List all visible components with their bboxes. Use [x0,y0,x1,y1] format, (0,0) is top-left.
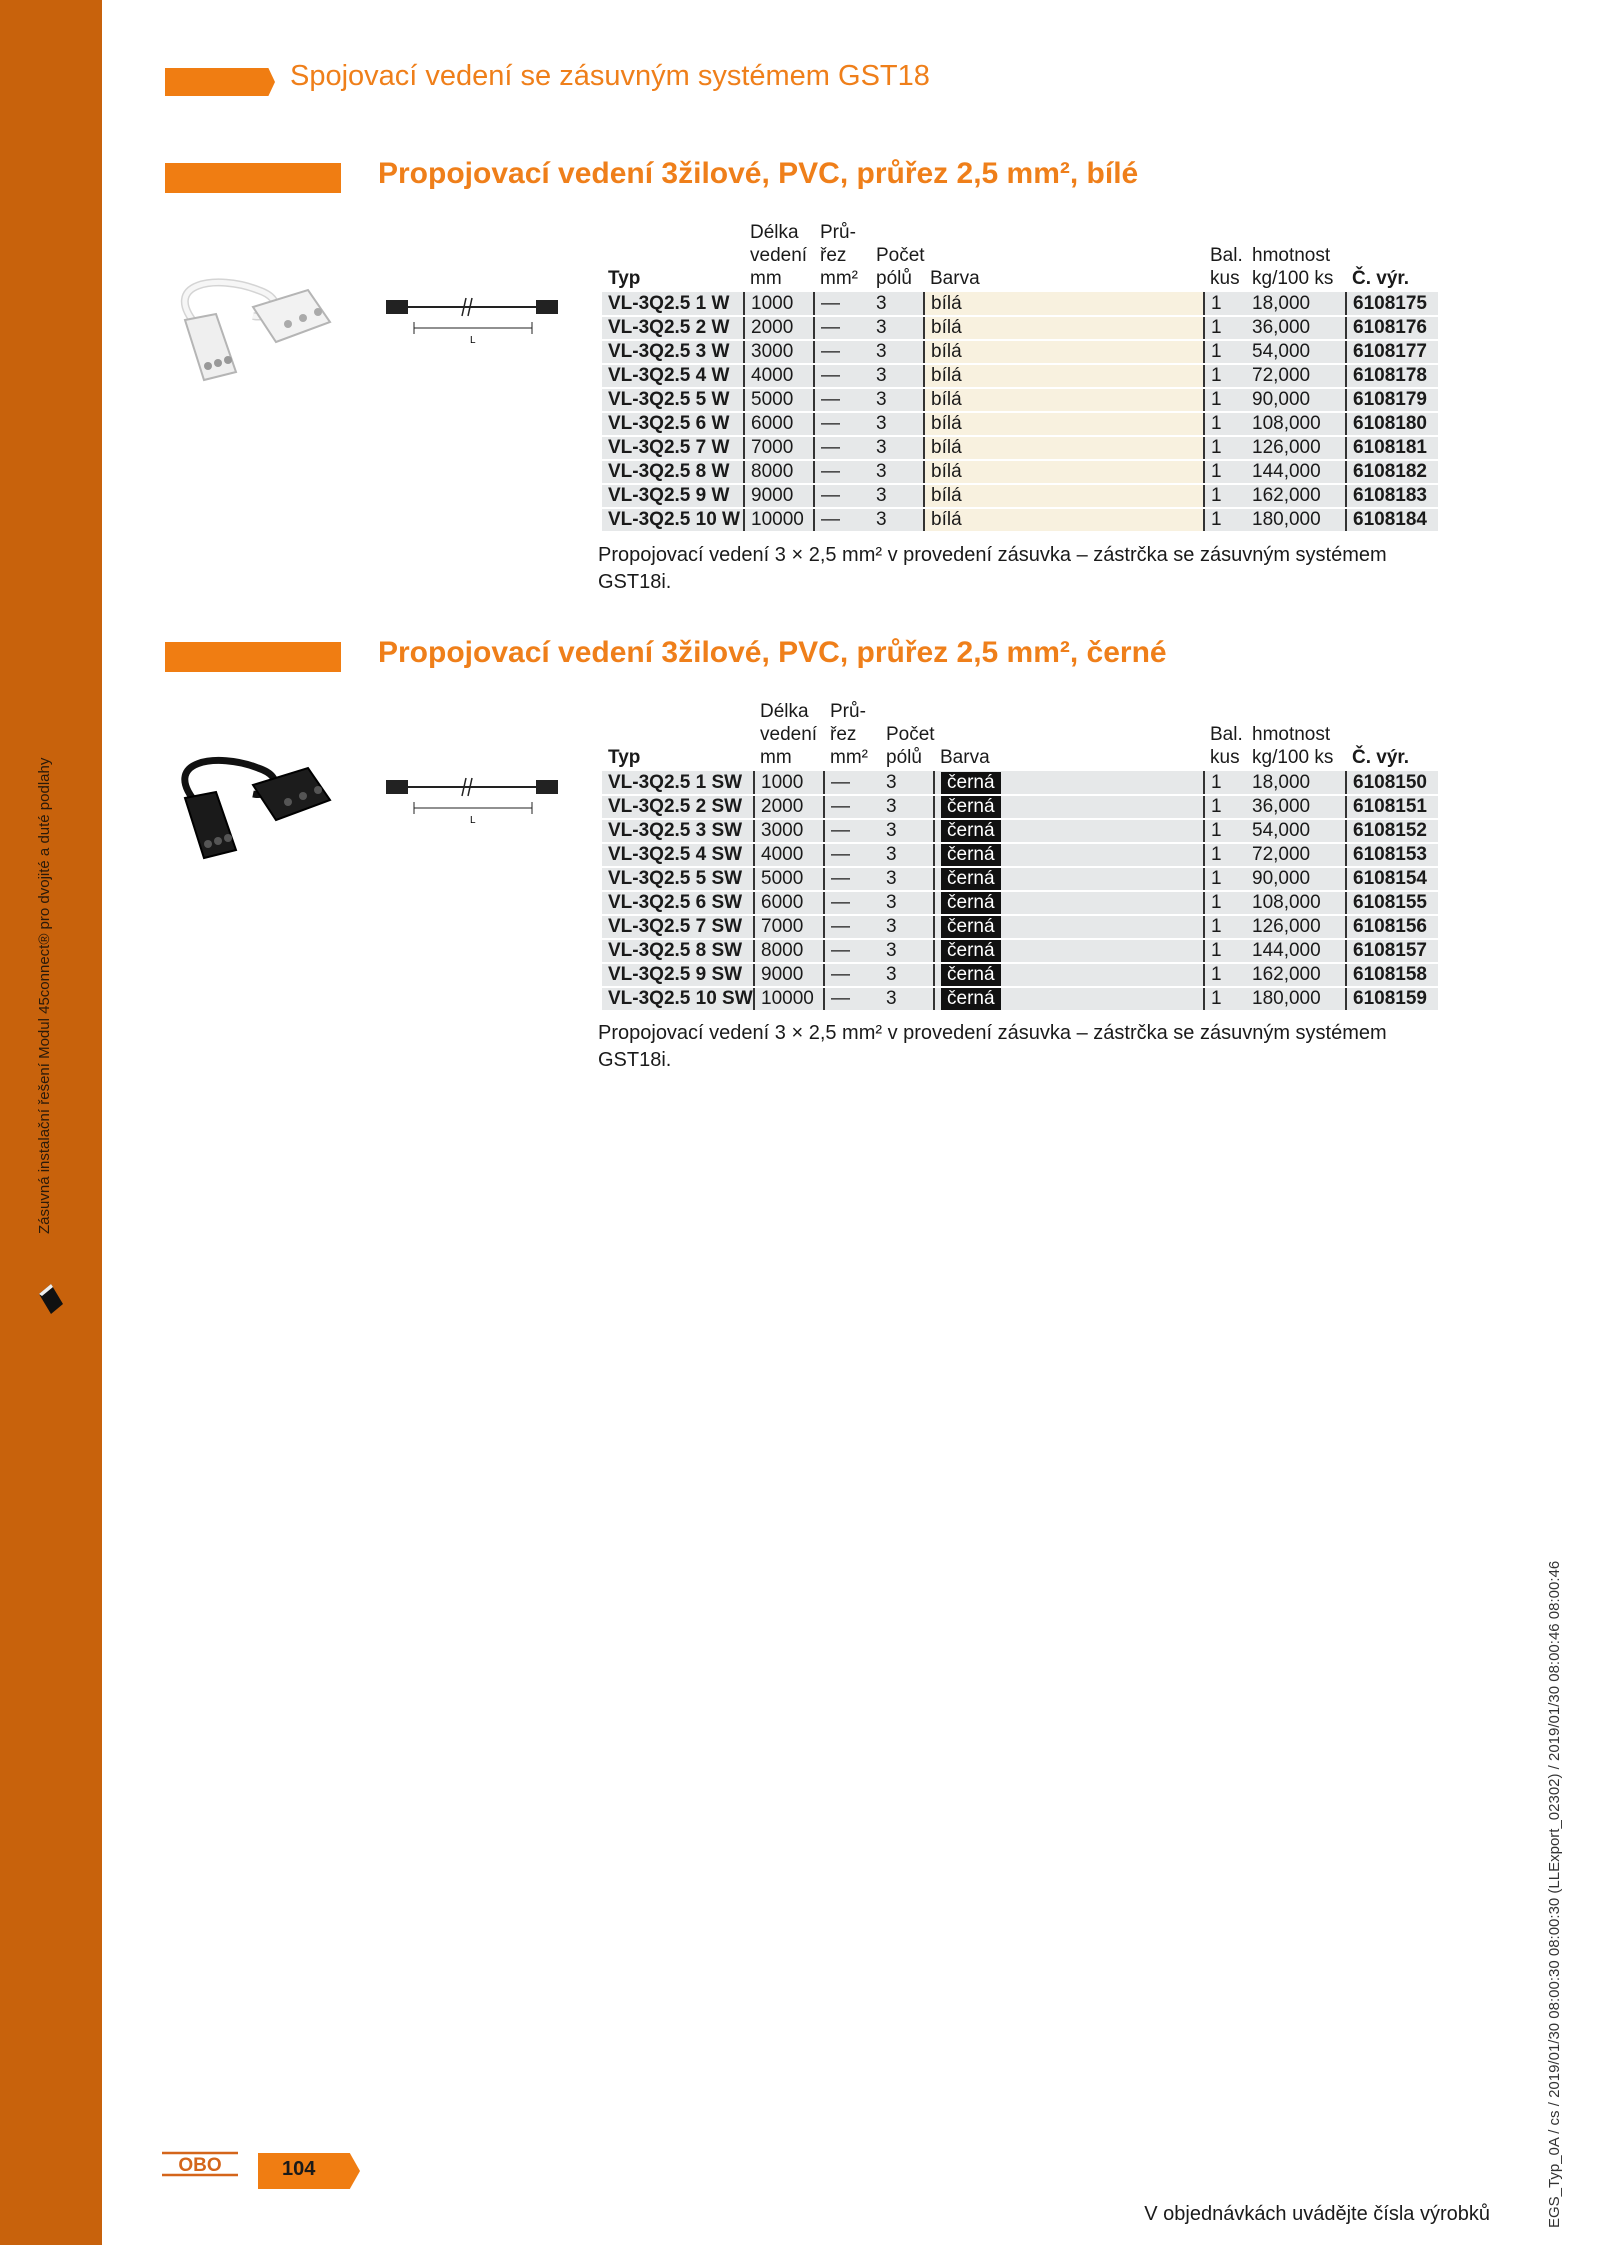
cell-prurez: — [814,508,870,532]
cell-hmotnost: 18,000 [1246,292,1346,316]
cell-bal: 1 [1204,891,1246,915]
page-number: 104 [282,2158,316,2180]
cell-prurez: — [824,843,880,867]
cell-cvyr: 6108179 [1346,388,1438,412]
cell-delka: 4000 [744,364,814,388]
cell-bal: 1 [1204,819,1246,843]
col-barva: Barva [930,268,980,289]
sidebar-vertical-caption: Zásuvná instalační řešení Modul 45connect® pro dvojité a duté podlahy [36,757,53,1234]
cell-prurez: — [824,939,880,963]
cell-prurez: — [824,819,880,843]
cell-cvyr: 6108175 [1346,292,1438,316]
table-row [602,771,1438,795]
cell-pocet: 3 [880,843,934,867]
cell-delka: 9000 [744,484,814,508]
cell-cvyr: 6108155 [1346,891,1438,915]
cell-barva [934,915,1204,939]
color-swatch-label: černá [941,940,1001,962]
table-header-row [602,700,1438,771]
table-row [602,484,1438,508]
cell-cvyr: 6108183 [1346,484,1438,508]
header-accent-bar [165,68,275,96]
color-swatch-label: černá [941,844,1001,866]
cell-delka: 3000 [754,819,824,843]
section-title-black: Propojovací vedení 3žilové, PVC, průřez 2,5 mm², černé [378,636,1167,669]
export-meta-text: EGS_Typ_0A / cs / 2019/01/30 08:00:30 08:00:30 (LLExport_02302) / 2019/01/30 08:00:46 08:00:46 [1546,1560,1563,2228]
cell-bal: 1 [1204,364,1246,388]
col-pocet: Počet pólů [876,245,925,289]
col-prurez: Prů- řez mm² [820,222,858,289]
cell-pocet: 3 [870,460,924,484]
cell-hmotnost: 36,000 [1246,795,1346,819]
table-row [602,340,1438,364]
col-cvyr: Č. výr. [1352,268,1410,289]
table-row [602,867,1438,891]
cell-delka: 2000 [744,316,814,340]
cell-hmotnost: 90,000 [1246,867,1346,891]
white-cable-photo [158,262,348,412]
cell-barva [934,963,1204,987]
color-swatch-label: černá [941,988,1001,1010]
cell-prurez: — [814,412,870,436]
table-row [602,364,1438,388]
color-swatch-label: černá [941,964,1001,986]
col-delka: Délka vedení mm [750,222,808,289]
cell-typ: VL-3Q2.5 3 SW [602,819,754,843]
table-header-row [602,221,1438,292]
cell-pocet: 3 [880,915,934,939]
table-row [602,436,1438,460]
cell-prurez: — [814,292,870,316]
cell-barva: bílá [924,460,1204,484]
svg-text:OBO: OBO [178,2155,222,2176]
cell-typ: VL-3Q2.5 5 SW [602,867,754,891]
table-row [602,843,1438,867]
col-typ: Typ [608,268,641,289]
cell-delka: 7000 [744,436,814,460]
cell-pocet: 3 [870,388,924,412]
cell-prurez: — [814,460,870,484]
cell-typ: VL-3Q2.5 10 W [602,508,744,532]
color-swatch-label: černá [941,916,1001,938]
cell-typ: VL-3Q2.5 4 SW [602,843,754,867]
cell-pocet: 3 [870,484,924,508]
cell-delka: 10000 [744,508,814,532]
cell-bal: 1 [1204,484,1246,508]
cell-bal: 1 [1204,412,1246,436]
cell-cvyr: 6108181 [1346,436,1438,460]
cell-hmotnost: 108,000 [1246,412,1346,436]
cell-cvyr: 6108154 [1346,867,1438,891]
cell-barva: bílá [924,316,1204,340]
cell-hmotnost: 126,000 [1246,436,1346,460]
cell-pocet: 3 [870,292,924,316]
cell-pocet: 3 [870,364,924,388]
cell-hmotnost: 180,000 [1246,508,1346,532]
cell-cvyr: 6108177 [1346,340,1438,364]
cable-dimension-drawing [382,288,562,348]
cell-hmotnost: 90,000 [1246,388,1346,412]
cell-typ: VL-3Q2.5 6 SW [602,891,754,915]
table-row [602,508,1438,532]
table-row [602,292,1438,316]
cell-bal: 1 [1204,843,1246,867]
cell-pocet: 3 [870,316,924,340]
cell-typ: VL-3Q2.5 1 W [602,292,744,316]
cell-bal: 1 [1204,795,1246,819]
cell-bal: 1 [1204,915,1246,939]
cell-prurez: — [814,364,870,388]
cell-barva: bílá [924,364,1204,388]
cell-typ: VL-3Q2.5 4 W [602,364,744,388]
cell-typ: VL-3Q2.5 8 W [602,460,744,484]
cell-barva: bílá [924,436,1204,460]
cell-cvyr: 6108152 [1346,819,1438,843]
cell-hmotnost: 72,000 [1246,364,1346,388]
section-title-white: Propojovací vedení 3žilové, PVC, průřez 2,5 mm², bílé [378,157,1139,190]
cell-delka: 1000 [754,771,824,795]
cell-cvyr: 6108176 [1346,316,1438,340]
cell-cvyr: 6108157 [1346,939,1438,963]
cell-pocet: 3 [880,963,934,987]
cell-bal: 1 [1204,867,1246,891]
section-description: Propojovací vedení 3 × 2,5 mm² v provedení zásuvka – zástrčka se zásuvným systémem GST18i. [598,1022,1387,1071]
cell-barva: bílá [924,388,1204,412]
col-bal: Bal. kus [1210,724,1243,768]
col-hmotnost: hmotnost kg/100 ks [1252,724,1334,768]
cell-bal: 1 [1204,771,1246,795]
page-title: Spojovací vedení se zásuvným systémem GST18 [290,60,930,92]
cell-cvyr: 6108151 [1346,795,1438,819]
black-cable-photo [158,740,348,890]
color-swatch-label: černá [941,772,1001,794]
cell-prurez: — [814,316,870,340]
floor-box-icon [36,1278,66,1320]
cell-barva [934,795,1204,819]
cell-hmotnost: 18,000 [1246,771,1346,795]
cell-typ: VL-3Q2.5 3 W [602,340,744,364]
cell-delka: 4000 [754,843,824,867]
cell-pocet: 3 [870,508,924,532]
cell-delka: 8000 [754,939,824,963]
cell-typ: VL-3Q2.5 8 SW [602,939,754,963]
cell-prurez: — [824,795,880,819]
cell-pocet: 3 [880,819,934,843]
cell-bal: 1 [1204,939,1246,963]
cell-bal: 1 [1204,316,1246,340]
cell-hmotnost: 108,000 [1246,891,1346,915]
dimension-label: L [470,815,476,826]
cell-typ: VL-3Q2.5 5 W [602,388,744,412]
cell-bal: 1 [1204,436,1246,460]
cell-barva [934,819,1204,843]
spec-table-white [602,221,1438,533]
section-accent-bar [165,163,341,193]
cell-pocet: 3 [870,412,924,436]
table-row [602,891,1438,915]
color-swatch-label: černá [941,892,1001,914]
cell-hmotnost: 144,000 [1246,460,1346,484]
cell-delka: 3000 [744,340,814,364]
table-row [602,819,1438,843]
cell-cvyr: 6108184 [1346,508,1438,532]
cell-typ: VL-3Q2.5 9 W [602,484,744,508]
col-prurez: Prů- řez mm² [830,701,868,768]
cell-prurez: — [824,963,880,987]
cell-pocet: 3 [880,771,934,795]
cell-bal: 1 [1204,963,1246,987]
col-bal: Bal. kus [1210,245,1243,289]
section-accent-bar [165,642,341,672]
cell-barva [934,843,1204,867]
cell-typ: VL-3Q2.5 6 W [602,412,744,436]
cell-prurez: — [814,436,870,460]
cell-barva [934,771,1204,795]
cell-pocet: 3 [880,939,934,963]
col-pocet: Počet pólů [886,724,935,768]
cell-pocet: 3 [870,340,924,364]
color-swatch-label: černá [941,868,1001,890]
cell-prurez: — [814,340,870,364]
cell-bal: 1 [1204,987,1246,1011]
cell-bal: 1 [1204,340,1246,364]
table-row [602,795,1438,819]
cell-barva: bílá [924,412,1204,436]
table-row [602,915,1438,939]
cell-prurez: — [824,915,880,939]
cell-barva [934,939,1204,963]
cell-bal: 1 [1204,460,1246,484]
cell-barva: bílá [924,508,1204,532]
cell-typ: VL-3Q2.5 9 SW [602,963,754,987]
cell-typ: VL-3Q2.5 1 SW [602,771,754,795]
cell-hmotnost: 180,000 [1246,987,1346,1011]
cell-bal: 1 [1204,292,1246,316]
table-row [602,460,1438,484]
cell-hmotnost: 126,000 [1246,915,1346,939]
table-row [602,987,1438,1011]
table-row [602,388,1438,412]
cell-pocet: 3 [880,891,934,915]
obo-logo [160,2150,240,2178]
cell-hmotnost: 54,000 [1246,340,1346,364]
cell-pocet: 3 [880,987,934,1011]
cell-pocet: 3 [870,436,924,460]
cell-barva: bílá [924,484,1204,508]
cell-cvyr: 6108153 [1346,843,1438,867]
cell-cvyr: 6108180 [1346,412,1438,436]
cell-pocet: 3 [880,795,934,819]
cell-prurez: — [814,484,870,508]
cell-cvyr: 6108150 [1346,771,1438,795]
cell-hmotnost: 162,000 [1246,484,1346,508]
cell-prurez: — [824,771,880,795]
cell-delka: 5000 [754,867,824,891]
cell-prurez: — [824,891,880,915]
cell-cvyr: 6108182 [1346,460,1438,484]
col-barva: Barva [940,747,990,768]
cell-delka: 8000 [744,460,814,484]
cell-typ: VL-3Q2.5 2 SW [602,795,754,819]
footer-note: V objednávkách uvádějte čísla výrobků [1144,2203,1490,2225]
cell-typ: VL-3Q2.5 7 SW [602,915,754,939]
col-cvyr: Č. výr. [1352,747,1410,768]
cell-hmotnost: 144,000 [1246,939,1346,963]
cell-delka: 6000 [744,412,814,436]
cell-delka: 6000 [754,891,824,915]
col-hmotnost: hmotnost kg/100 ks [1252,245,1334,289]
table-row [602,963,1438,987]
cell-hmotnost: 72,000 [1246,843,1346,867]
table-row [602,316,1438,340]
color-swatch-label: černá [941,820,1001,842]
section-description: Propojovací vedení 3 × 2,5 mm² v provedení zásuvka – zástrčka se zásuvným systémem GST18i. [598,544,1387,593]
cell-typ: VL-3Q2.5 2 W [602,316,744,340]
cell-prurez: — [824,987,880,1011]
col-typ: Typ [608,747,641,768]
cell-cvyr: 6108178 [1346,364,1438,388]
spec-table-black [602,700,1438,1012]
cell-delka: 9000 [754,963,824,987]
cell-cvyr: 6108158 [1346,963,1438,987]
cell-bal: 1 [1204,388,1246,412]
cell-prurez: — [824,867,880,891]
cell-bal: 1 [1204,508,1246,532]
cell-barva [934,987,1204,1011]
cell-barva [934,867,1204,891]
cell-barva: bílá [924,340,1204,364]
cell-pocet: 3 [880,867,934,891]
cell-hmotnost: 162,000 [1246,963,1346,987]
cell-barva [934,891,1204,915]
cell-delka: 2000 [754,795,824,819]
cell-typ: VL-3Q2.5 7 W [602,436,744,460]
col-delka: Délka vedení mm [760,701,818,768]
cell-delka: 1000 [744,292,814,316]
cell-prurez: — [814,388,870,412]
cable-dimension-drawing [382,768,562,828]
cell-delka: 7000 [754,915,824,939]
cell-cvyr: 6108156 [1346,915,1438,939]
cell-cvyr: 6108159 [1346,987,1438,1011]
table-row [602,412,1438,436]
cell-delka: 10000 [754,987,824,1011]
cell-hmotnost: 54,000 [1246,819,1346,843]
cell-typ: VL-3Q2.5 10 SW [602,987,754,1011]
cell-hmotnost: 36,000 [1246,316,1346,340]
cell-barva: bílá [924,292,1204,316]
cell-delka: 5000 [744,388,814,412]
color-swatch-label: černá [941,796,1001,818]
dimension-label: L [470,335,476,346]
table-row [602,939,1438,963]
